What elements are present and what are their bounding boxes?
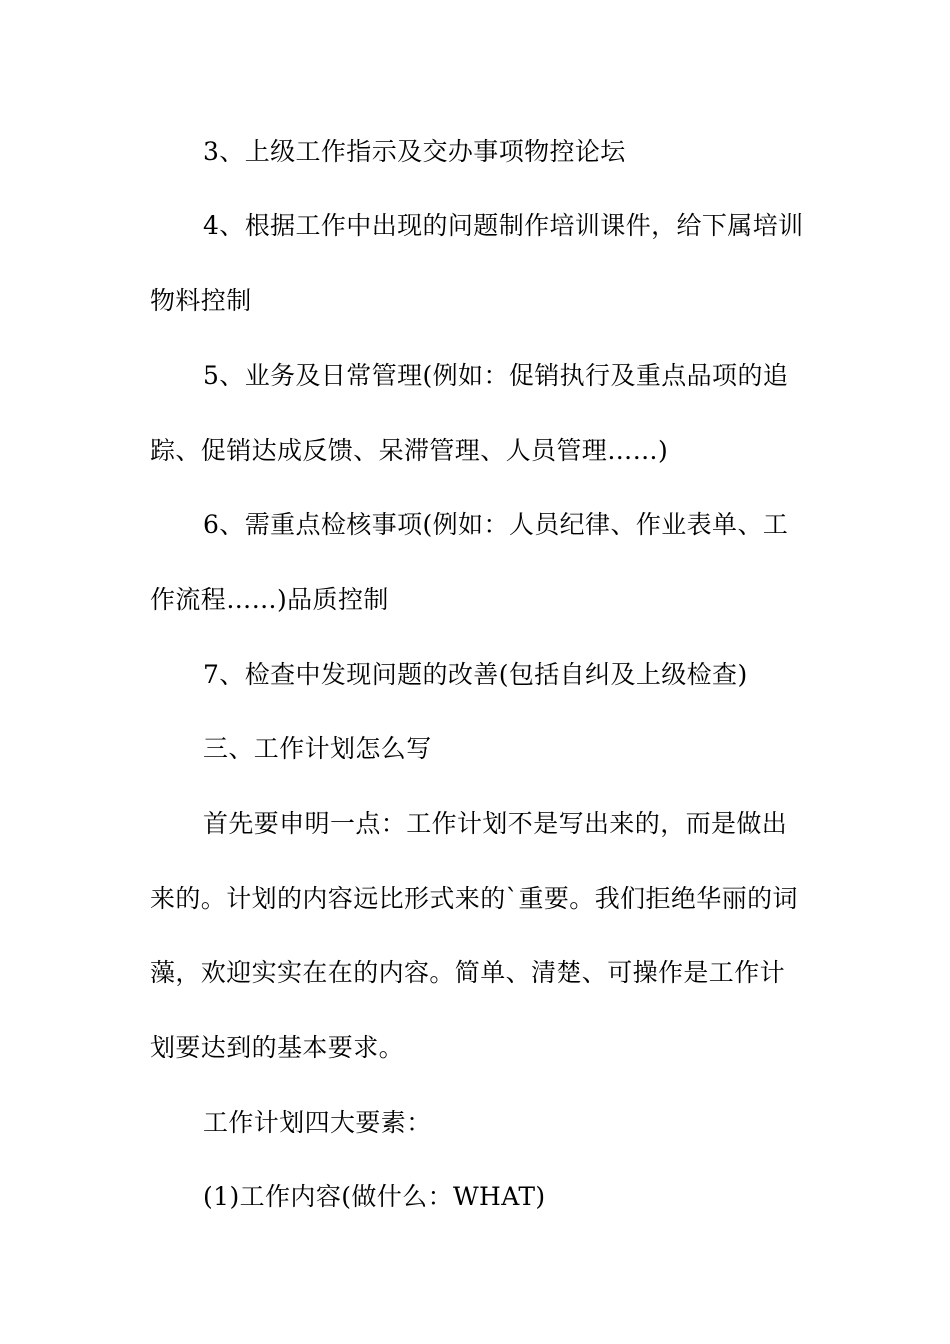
text-line-8: 7、检查中发现问题的改善(包括自纠及上级检查) xyxy=(203,660,748,689)
text-line-2: 4、根据工作中出现的问题制作培训课件，给下属培训 xyxy=(203,211,804,240)
text-line-4: 5、业务及日常管理(例如：促销执行及重点品项的追 xyxy=(203,361,789,390)
text-line-12: 藻，欢迎实实在在的内容。简单、清楚、可操作是工作计 xyxy=(150,958,786,987)
text-line-6: 6、需重点检核事项(例如：人员纪律、作业表单、工 xyxy=(203,510,789,539)
text-line-15: (1)工作内容(做什么：WHAT) xyxy=(203,1182,546,1211)
section-heading: 三、工作计划怎么写 xyxy=(203,734,432,763)
text-line-13: 划要达到的基本要求。 xyxy=(150,1033,405,1062)
text-line-14: 工作计划四大要素： xyxy=(203,1108,432,1137)
text-line-10: 首先要申明一点：工作计划不是写出来的，而是做出 xyxy=(203,809,788,838)
text-line-5: 踪、促销达成反馈、呆滞管理、人员管理……) xyxy=(150,436,669,465)
text-line-11: 来的。计划的内容远比形式来的`重要。我们拒绝华丽的词 xyxy=(150,884,798,913)
text-line-1: 3、上级工作指示及交办事项物控论坛 xyxy=(203,137,626,166)
text-line-7: 作流程……)品质控制 xyxy=(150,585,389,614)
text-line-3: 物料控制 xyxy=(150,286,252,315)
